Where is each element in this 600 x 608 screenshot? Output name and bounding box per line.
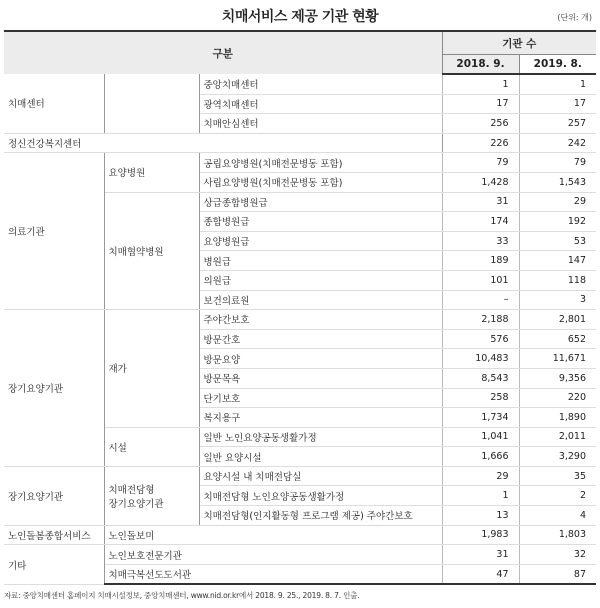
value-2018: 1 [442,74,519,94]
value-2019: 1,803 [519,525,596,545]
subgroup-empty [104,74,199,133]
subgroup-partner-hospital: 치매협약병원 [104,192,199,310]
item-label: 방문목욕 [199,368,442,388]
header-count: 기관 수 [442,31,596,55]
group-long-term-care: 장기요양기관 [4,310,104,467]
subgroup-home-care: 재가 [104,310,199,428]
value-2019: 3,290 [519,447,596,467]
group-mental-health-center: 정신건강복지센터 [4,133,442,153]
item-label: 상급종합병원급 [199,192,442,212]
group-other: 기타 [4,545,104,585]
value-2018: 226 [442,133,519,153]
item-label: 종합병원급 [199,212,442,232]
value-2019: 147 [519,251,596,271]
item-label: 일반 노인요양공동생활가정 [199,427,442,447]
value-2019: 652 [519,329,596,349]
subgroup-dementia-dedicated-line2: 장기요양기관 [108,498,164,510]
header-category: 구분 [4,31,442,74]
item-label: 단기보호 [199,388,442,408]
value-2019: 17 [519,94,596,114]
value-2018: 258 [442,388,519,408]
value-2019: 2,801 [519,310,596,330]
value-2019: 32 [519,545,596,565]
value-2018: 576 [442,329,519,349]
value-2019: 2 [519,486,596,506]
value-2018: 1,428 [442,172,519,192]
value-2019: 53 [519,231,596,251]
item-label: 노인보호전문기관 [104,545,442,565]
value-2018: 17 [442,94,519,114]
item-label: 공립요양병원(치매전문병동 포함) [199,153,442,173]
value-2019: 257 [519,114,596,134]
subgroup-nursing-hospital: 요양병원 [104,153,199,192]
value-2019: 11,671 [519,349,596,369]
item-label: 의원급 [199,270,442,290]
table-row [4,545,596,565]
item-label: 요양시설 내 치매전담실 [199,466,442,486]
value-2019: 3 [519,290,596,310]
value-2018: 1 [442,486,519,506]
item-label: 보건의료원 [199,290,442,310]
value-2019: 2,011 [519,427,596,447]
item-label: 노인돌보미 [104,525,442,545]
value-2018: 10,483 [442,349,519,369]
value-2019: 35 [519,466,596,486]
item-label: 방문요양 [199,349,442,369]
subgroup-facility: 시설 [104,427,199,466]
value-2018: 101 [442,270,519,290]
value-2018: 1,983 [442,525,519,545]
value-2019: 87 [519,564,596,584]
subgroup-dementia-dedicated [104,466,199,525]
group-long-term-care-dementia: 장기요양기관 [4,466,104,525]
item-label: 방문간호 [199,329,442,349]
value-2019: 1,890 [519,408,596,428]
group-dementia-center: 치매센터 [4,74,104,133]
value-2018: 13 [442,506,519,526]
value-2018: 1,666 [442,447,519,467]
value-2019: 192 [519,212,596,232]
value-2019: 1,543 [519,172,596,192]
value-2018: 174 [442,212,519,232]
table-row [4,153,596,173]
value-2019: 242 [519,133,596,153]
item-label: 병원급 [199,251,442,271]
table-row [4,74,596,94]
table-row [4,525,596,545]
value-2018: 1,041 [442,427,519,447]
value-2018: 47 [442,564,519,584]
unit-label: (단위: 개) [557,13,592,22]
item-label: 주야간보호 [199,310,442,330]
item-label: 치매전담형(인지활동형 프로그램 제공) 주야간보호 [199,506,442,526]
value-2018: 31 [442,545,519,565]
facility-table [4,30,596,585]
item-label: 치매전담형 노인요양공동생활가정 [199,486,442,506]
table-body [4,74,596,584]
table-row [4,133,596,153]
value-2018: – [442,290,519,310]
value-2018: 189 [442,251,519,271]
header-year-2019: 2019. 8. [519,55,596,75]
value-2018: 29 [442,466,519,486]
value-2019: 9,356 [519,368,596,388]
value-2019: 29 [519,192,596,212]
item-label: 복지용구 [199,408,442,428]
value-2018: 33 [442,231,519,251]
value-2019: 220 [519,388,596,408]
item-label: 일반 요양시설 [199,447,442,467]
group-medical: 의료기관 [4,153,104,310]
value-2018: 1,734 [442,408,519,428]
value-2019: 1 [519,74,596,94]
item-label: 치매안심센터 [199,114,442,134]
value-2018: 79 [442,153,519,173]
table-row [4,466,596,486]
value-2019: 4 [519,506,596,526]
header-year-2018: 2018. 9. [442,55,519,75]
value-2018: 256 [442,114,519,134]
value-2019: 118 [519,270,596,290]
source-note: 자료: 중앙치매센터 홈페이지 치매시설정보, 중앙치매센터, www.nid.or.kr에서 2018. 9. 25., 2019. 8. 7. 인출. [4,591,360,600]
value-2018: 2,188 [442,310,519,330]
table-row [4,310,596,330]
value-2019: 79 [519,153,596,173]
value-2018: 8,543 [442,368,519,388]
value-2018: 31 [442,192,519,212]
group-elderly-care-service: 노인돌봄종합서비스 [4,525,104,545]
item-label: 사립요양병원(치매전문병동 포함) [199,172,442,192]
item-label: 요양병원급 [199,231,442,251]
page-title: 치매서비스 제공 기관 현황 [221,9,379,25]
item-label: 치매극복선도도서관 [104,564,442,584]
item-label: 중앙치매센터 [199,74,442,94]
subgroup-dementia-dedicated-line1: 치매전담형 [108,484,155,496]
item-label: 광역치매센터 [199,94,442,114]
